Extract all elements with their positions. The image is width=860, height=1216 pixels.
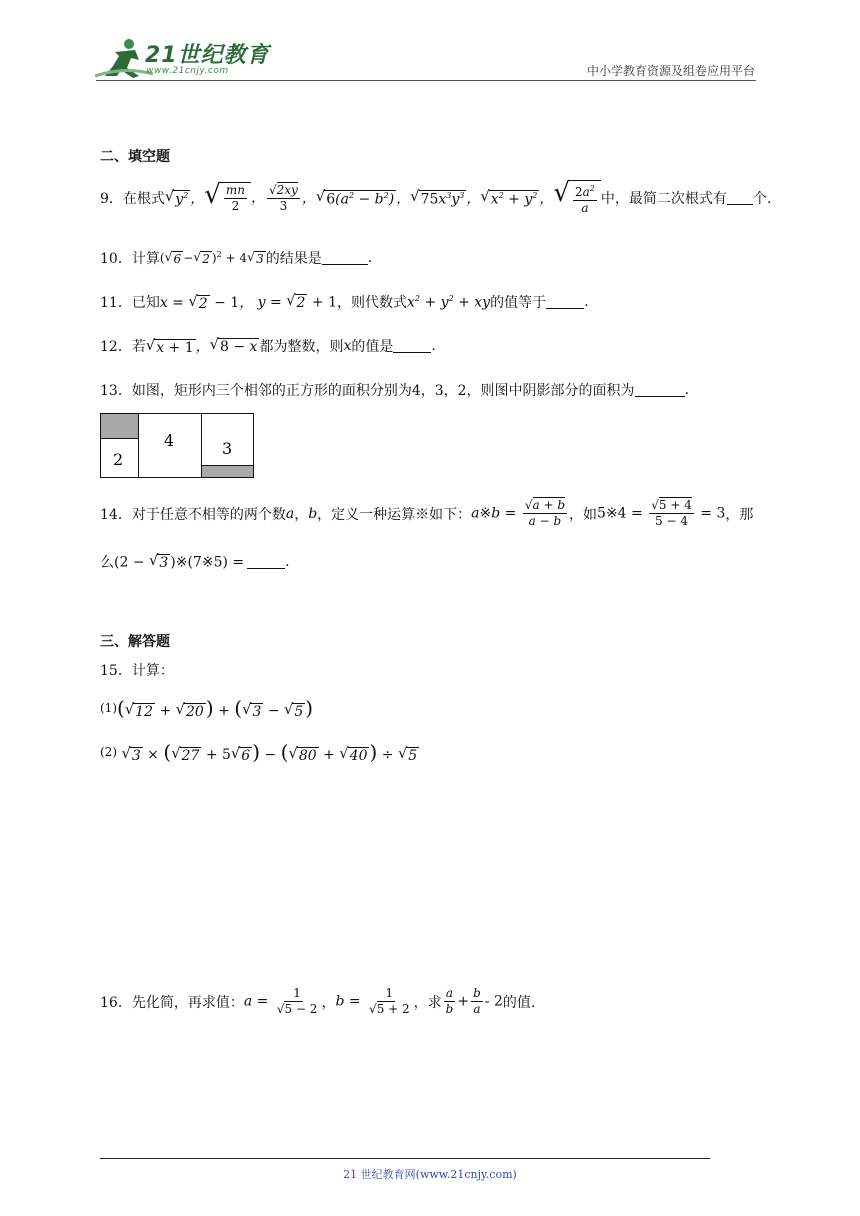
q15-text: 计算： bbox=[131, 663, 174, 679]
q11-expr: $x^2 + y^2$ + xy bbox=[407, 293, 491, 311]
q11-x-expr: x = √ 2 − 1， bbox=[159, 292, 254, 312]
shaded-region-right bbox=[202, 466, 254, 478]
q16-b-expr: b = $\frac{1}{√5 + 2}$ bbox=[335, 986, 410, 1016]
question-14-line2 bbox=[100, 552, 290, 572]
q15-number: 15． bbox=[100, 663, 132, 679]
q11-tail: . bbox=[584, 294, 589, 310]
q15-p2-expr: √ 3 × ( √ 27 + 5 √ 6 ) − ( √ 80 + √ 40 ) ÷ √ 5 bbox=[121, 740, 418, 764]
q9-expr-6: √ $x^2 + y^2$ ， bbox=[480, 188, 554, 208]
q14-pre: 对于任意不相等的两个数 bbox=[131, 506, 286, 523]
q12-post: 的值是 bbox=[351, 339, 394, 355]
q13-text: 如图，矩形内三个相邻的正方形的面积分别为4，3，2，则图中阴影部分的面积为 bbox=[131, 383, 635, 399]
q16-number: 16． bbox=[100, 994, 132, 1011]
q9-post: 中，最简二次根式有 bbox=[600, 191, 727, 207]
q15-p1-label: (1) bbox=[100, 701, 117, 715]
q15-p1-expr: ( √ 12 + √ 20 ) + ( √ 3 − √ 5 ) bbox=[117, 696, 314, 720]
logo-url: www.21cnjy.com bbox=[146, 66, 229, 76]
question-10 bbox=[100, 248, 372, 268]
q15-p2-label: (2) bbox=[100, 745, 117, 759]
q14-expr: (2 − √ 3 )※(7※5) = bbox=[114, 551, 245, 571]
q10-number: 10． bbox=[100, 251, 132, 267]
q16-post: 的值. bbox=[502, 994, 536, 1011]
squares-figure bbox=[100, 413, 254, 478]
label-2: 2 bbox=[113, 450, 124, 469]
q9-expr-5: √ $75x^3y^3$ ， bbox=[410, 188, 481, 208]
q14-end: ，那 bbox=[725, 506, 754, 523]
question-16: 16． 先化简，再求值： a = $\frac{1}{√5 - 2}$ ， b = $\frac{1}{√5 + 2}$ ，求 $\frac{a}{b}$ + $\frac{b}{a}$ - 2 的值. bbox=[100, 986, 536, 1016]
q11-post: 的值等于 bbox=[490, 295, 547, 311]
label-4: 4 bbox=[164, 431, 175, 450]
q9-number: 9． bbox=[100, 191, 123, 207]
q14-blank bbox=[247, 556, 285, 569]
q12-tail: . bbox=[431, 338, 436, 354]
question-15-part2 bbox=[100, 740, 419, 764]
question-11 bbox=[100, 292, 589, 312]
footer-text: 21 世纪教育网(www.21cnjy.com) bbox=[343, 1168, 517, 1181]
q9-expr-7: √ $\frac{2a^2}{a}$ bbox=[553, 180, 600, 216]
q12-var: x bbox=[343, 338, 352, 354]
label-3: 3 bbox=[222, 439, 233, 458]
q10-blank bbox=[322, 252, 368, 265]
q14-definition: a※b = $\frac{√a + b}{a - b}$ bbox=[471, 498, 566, 528]
question-9 bbox=[100, 180, 771, 216]
q10-expr: ( √ 6 − √ 2 )$^2$ + 4 √ 3 bbox=[159, 249, 264, 266]
q12-expr-1: √ x + 1 ， bbox=[145, 336, 210, 356]
q10-pre: 计算 bbox=[131, 251, 160, 267]
q16-mid: ，求 bbox=[413, 994, 442, 1011]
q14-mid: ，定义一种运算※如下： bbox=[317, 506, 472, 523]
shaded-region-left bbox=[101, 414, 139, 439]
question-15 bbox=[100, 660, 174, 680]
q16-pre: 先化简，再求值： bbox=[131, 994, 244, 1011]
q12-expr-2: √ 8 − x bbox=[209, 335, 258, 355]
question-12 bbox=[100, 336, 436, 356]
q11-y-expr: y = √ 2 + 1 bbox=[253, 291, 338, 311]
q9-expr-4: √ $6(a^2 - b^2)$ ， bbox=[315, 188, 411, 208]
q14-vars: a bbox=[285, 505, 295, 522]
q14-line2-pre: 么 bbox=[100, 555, 114, 571]
q10-tail: . bbox=[367, 250, 373, 266]
q9-pre: 在根式 bbox=[122, 191, 165, 207]
question-15-part1 bbox=[100, 696, 313, 720]
q11-number: 11． bbox=[100, 295, 132, 311]
q14-number: 14． bbox=[100, 506, 132, 523]
q13-blank bbox=[635, 384, 685, 397]
q13-tail: . bbox=[684, 382, 690, 398]
q10-post: 的结果是 bbox=[265, 251, 322, 267]
q12-blank bbox=[393, 340, 431, 353]
q14-example: 5※4 = $\frac{√5 + 4}{5 - 4}$ = 3 bbox=[597, 498, 726, 528]
q9-expr-1: √ $y^2$ ， bbox=[164, 188, 205, 208]
q9-expr-3: $\frac{√2xy}{3}$ ， bbox=[268, 182, 316, 213]
q11-blank bbox=[546, 296, 584, 309]
q12-mid: 都为整数，则 bbox=[259, 339, 344, 355]
q16-expr: $\frac{a}{b}$ + $\frac{b}{a}$ - 2 bbox=[445, 986, 503, 1016]
footer-divider bbox=[100, 1158, 710, 1159]
q13-number: 13． bbox=[100, 383, 132, 399]
q11-pre: 已知 bbox=[131, 295, 160, 311]
platform-name: 中小学教育资源及组卷应用平台 bbox=[586, 64, 755, 78]
q11-mid: ，则代数式 bbox=[337, 295, 408, 311]
logo-text: 21世纪教育 bbox=[145, 43, 270, 68]
header-divider bbox=[96, 80, 756, 81]
question-14: 14． 对于任意不相等的两个数 a ， b ，定义一种运算※如下： a※b = $\frac{√a + b}{a - b}$ ，如 5※4 = $\frac{√5 + 4}{5 - 4}$ = 3 ，那 bbox=[100, 498, 754, 528]
q16-a-expr: a = $\frac{1}{√5 - 2}$ bbox=[243, 986, 318, 1016]
question-13 bbox=[100, 380, 689, 400]
q9-expr-2: √ $\frac{mn}{2}$ ， bbox=[204, 180, 265, 213]
q14-post: ，如 bbox=[569, 506, 598, 523]
q9-tail: 个. bbox=[752, 191, 772, 207]
q9-blank bbox=[727, 192, 753, 205]
q12-pre: 若 bbox=[131, 339, 146, 355]
section-fill-title: 二、填空题 bbox=[100, 149, 170, 165]
q12-number: 12． bbox=[100, 339, 132, 355]
section-solve-title: 三、解答题 bbox=[100, 634, 170, 650]
q14-tail: . bbox=[285, 554, 290, 570]
